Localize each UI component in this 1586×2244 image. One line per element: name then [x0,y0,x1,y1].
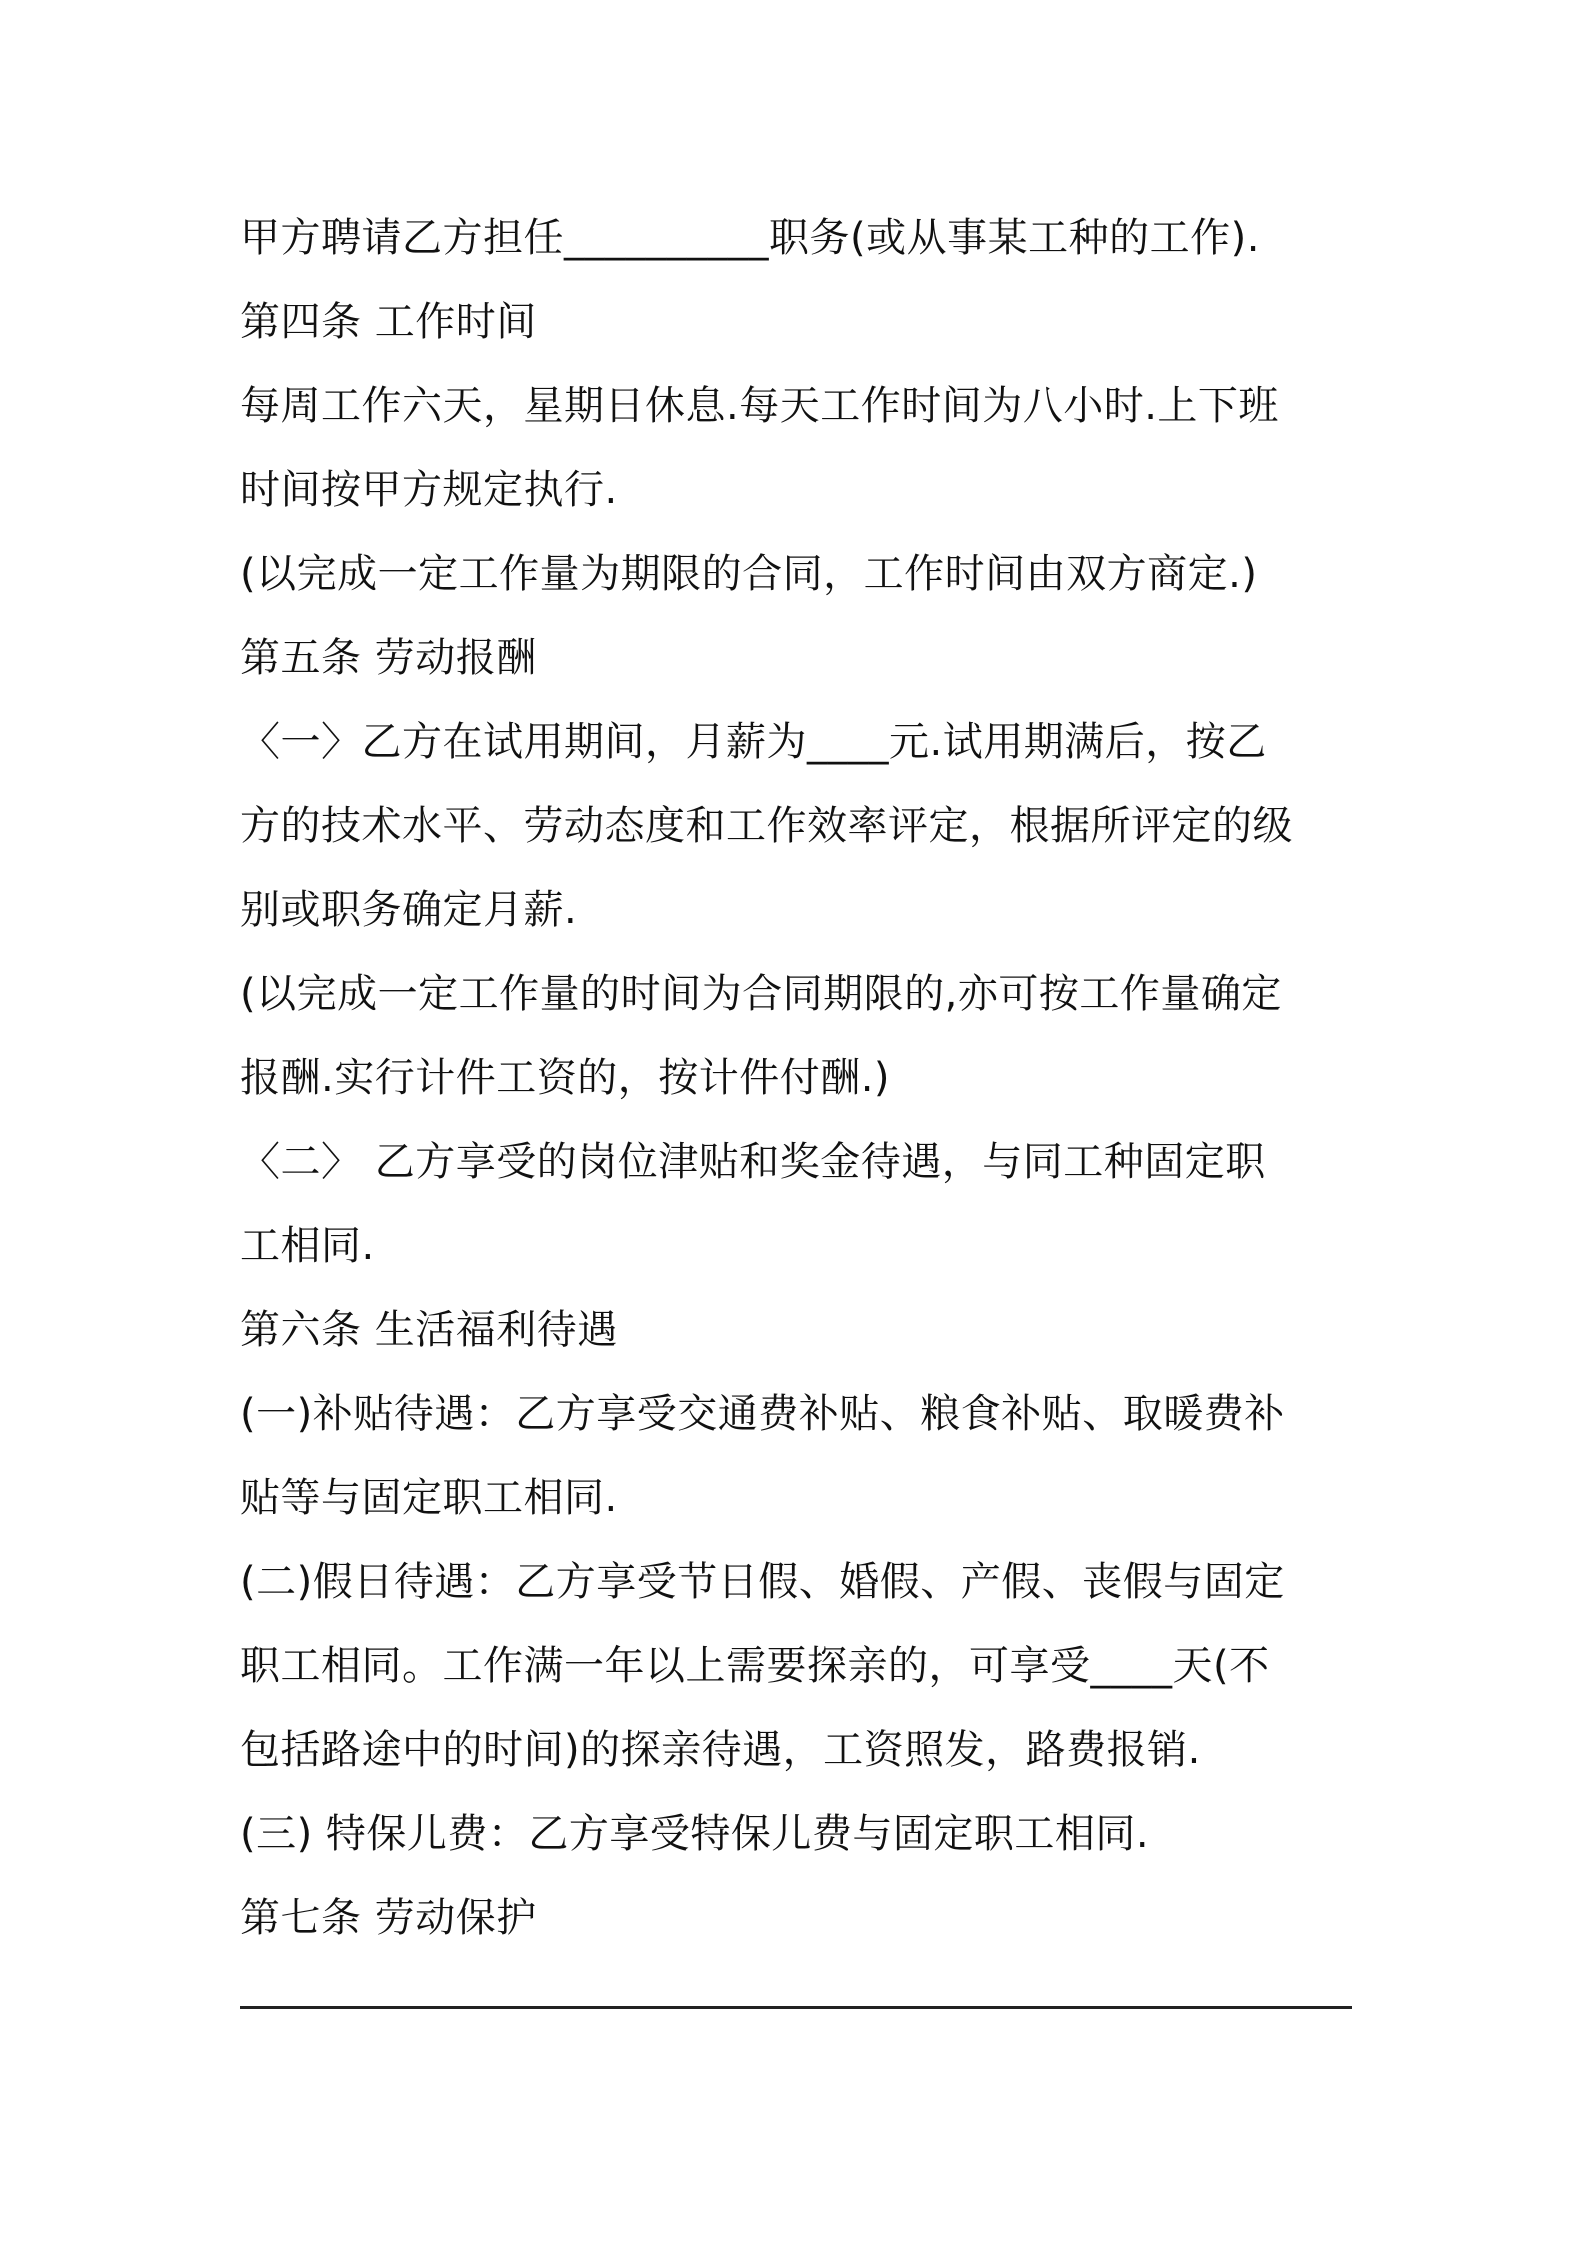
text-line-child-care: (三) 特保儿费：乙方享受特保儿费与固定职工相同. [240,1811,1150,1857]
text-line-working-time-note: (以完成一定工作量为期限的合同，工作时间由双方商定.) [240,551,1258,597]
text-line-subsidy-end: 贴等与固定职工相同. [240,1475,618,1521]
text-line-workload-note: (以完成一定工作量的时间为合同期限的,亦可按工作量确定 [240,971,1282,1017]
footer-divider [240,2006,1352,2009]
text-line-probation-salary: 〈一〉乙方在试用期间，月薪为____元.试用期满后，按乙 [240,719,1267,765]
text-line-home-leave-end: 包括路途中的时间)的探亲待遇，工资照发，路费报销. [240,1727,1201,1773]
text-line-subsidy: (一)补贴待遇：乙方享受交通费补贴、粮食补贴、取暖费补 [240,1391,1285,1437]
article-5-heading: 第五条 劳动报酬 [240,635,537,681]
article-4-heading: 第四条 工作时间 [240,299,537,345]
text-line-job-position: 甲方聘请乙方担任__________职务(或从事某工种的工作). [240,215,1260,261]
text-line-evaluation: 方的技术水平、劳动态度和工作效率评定，根据所评定的级 [240,803,1293,849]
text-line-piecework-note: 报酬.实行计件工资的，按计件付酬.) [240,1055,891,1101]
text-line-allowance-bonus-end: 工相同. [240,1223,375,1269]
article-7-heading: 第七条 劳动保护 [240,1895,537,1941]
text-line-working-schedule: 时间按甲方规定执行. [240,467,618,513]
text-line-allowance-bonus: 〈二〉 乙方享受的岗位津贴和奖金待遇，与同工种固定职 [240,1139,1266,1185]
text-line-working-days: 每周工作六天，星期日休息.每天工作时间为八小时.上下班 [240,383,1279,429]
text-line-home-leave: 职工相同。工作满一年以上需要探亲的，可享受____天(不 [240,1643,1270,1689]
text-line-monthly-salary: 别或职务确定月薪. [240,887,578,933]
text-line-holiday: (二)假日待遇：乙方享受节日假、婚假、产假、丧假与固定 [240,1559,1285,1605]
article-6-heading: 第六条 生活福利待遇 [240,1307,618,1353]
document-body [240,196,1360,1960]
